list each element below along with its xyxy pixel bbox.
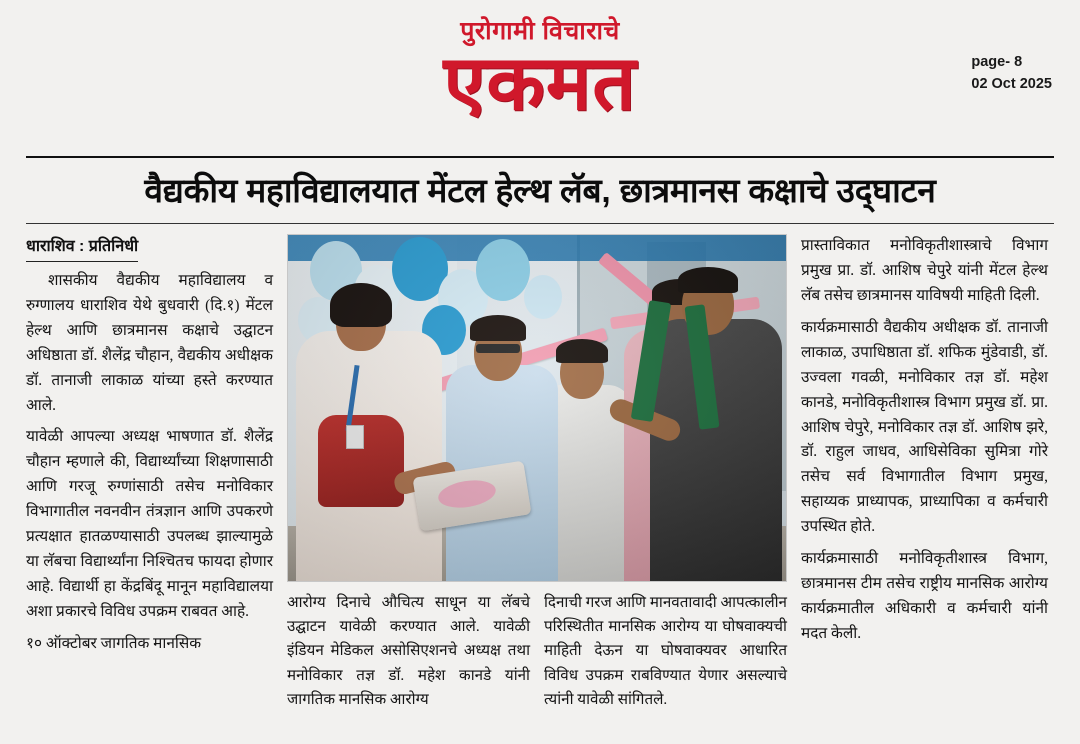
headline-divider [26,223,1054,224]
id-badge [346,425,364,449]
person-dark-shirt [650,319,782,581]
article-column-middle [287,234,787,734]
balloon-decoration [524,275,562,319]
byline: धाराशिव : प्रतिनिधी [26,234,138,262]
paragraph: यावेळी आपल्या अध्यक्ष भाषणात डॉ. शैलेंद्र चौहान म्हणाले की, विद्यार्थ्यांच्या शिक्षणासाठी आणि गरजू रुग्णांसाठी तसेच मनोविकार विभागातील नवनवीन तंत्रज्ञान आणि उपकरणे प्रत्यक्षात हातळण्यासाठी उपलब्ध झाल्यामुळे या लॅबचा विद्यार्थ्यांना निश्चितच फायदा होणार आहे. विद्यार्थी हा केंद्रबिंदू मानून महाविद्यालया अशा प्रकारचे विविध उपक्रम राबवत आहे. [26,428,273,621]
paragraph: दिनाची गरज आणि मानवतावादी आपत्कालीन परिस्थितीत मानसिक आरोग्य या घोषवाक्यची माहिती देऊन या घोषवाक्यवर आधारित विविध उपक्रम राबविण्यात येणार असल्याचे त्यांनी यावेळी सांगितले. [544,593,787,709]
publication-date: 02 Oct 2025 [971,75,1052,92]
person-hair [470,315,526,341]
person-hair [556,339,608,363]
paragraph: शासकीय वैद्यकीय महाविद्यालय व रुग्णालय धाराशिव येथे बुधवारी (दि.१) मेंटल हेल्थ आणि छात्रमानस कक्षाचे उद्घाटन अधिष्ठाता डॉ. शैलेंद्र चौहान, वैद्यकीय अधीक्षक डॉ. तानाजी लाकाळ यांच्या हस्ते करण्यात आले. [26,271,273,414]
article-body [0,234,1080,734]
masthead-divider [26,156,1054,158]
paragraph: कार्यक्रमासाठी वैद्यकीय अधीक्षक डॉ. तानाजी लाकाळ, उपाधिष्ठाता डॉ. शफिक मुंडेवाडी, डॉ. उज्वला गवळी, मनोविकार तज्ञ डॉ. महेश कानडे, मनोविकृतीशास्त्र विभाग प्रमुख डॉ. प्रा. आशिष चेपुरे, मनोविकार तज्ञ डॉ. आशिष झरे, डॉ. राहुल जाधव, आधिसेविका सुमित्रा गोरे तसेच सर्व विभागातील विभाग प्रमुख, सहाय्यक प्राध्यापक, प्राध्यापिका व कर्मचारी उपस्थित होते. [801,318,1048,536]
photo-banner [288,235,786,261]
page-meta [971,52,1052,96]
person-hair [330,283,392,327]
page-title: वैद्यकीय महाविद्यालयात मेंटल हेल्थ लॅब, छात्रमानस कक्षाचे उद्‌घाटन [144,173,936,210]
paragraph: कार्यक्रमासाठी मनोविकृतीशास्त्र विभाग, छात्रमानस टीम तसेच राष्ट्रीय मानसिक आरोग्य कार्यक्रमातील अधिकारी व कर्मचारी यांनी मदत केली. [801,550,1048,643]
article-column-left [26,234,273,734]
photo-caption-columns [287,591,787,713]
article-photo [287,234,787,582]
masthead-logo-group [0,17,1080,126]
paragraph: आरोग्य दिनाचे औचित्य साधून या लॅबचे उद्घाटन यावेळी करण्यात आले. यावेळी इंडियन मेडिकल असोसिएशनचे अध्यक्ष तथा मनोविकार तज्ञ डॉ. महेश कानडे यांनी जागतिक मानसिक आरोग्य [287,593,530,709]
masthead-tagline: पुरोगामी विचाराचे [460,17,620,45]
eyeglasses [476,344,520,353]
article-column-right [801,234,1048,734]
paragraph: प्रास्ताविकात मनोविकृतीशास्त्राचे विभाग प्रमुख प्रा. डॉ. आशिष चेपुरे यांनी मेंटल हेल्थ लॅब तसेच छात्रमानस याविषयी माहिती दिली. [801,236,1048,304]
balloon-decoration [476,239,530,301]
person-hair [678,267,738,293]
masthead [0,0,1080,150]
page-number-label: page- 8 [971,54,1023,70]
masthead-title: एकमत [443,40,637,126]
paragraph: १० ऑक्टोबर जागतिक मानसिक [26,635,202,653]
